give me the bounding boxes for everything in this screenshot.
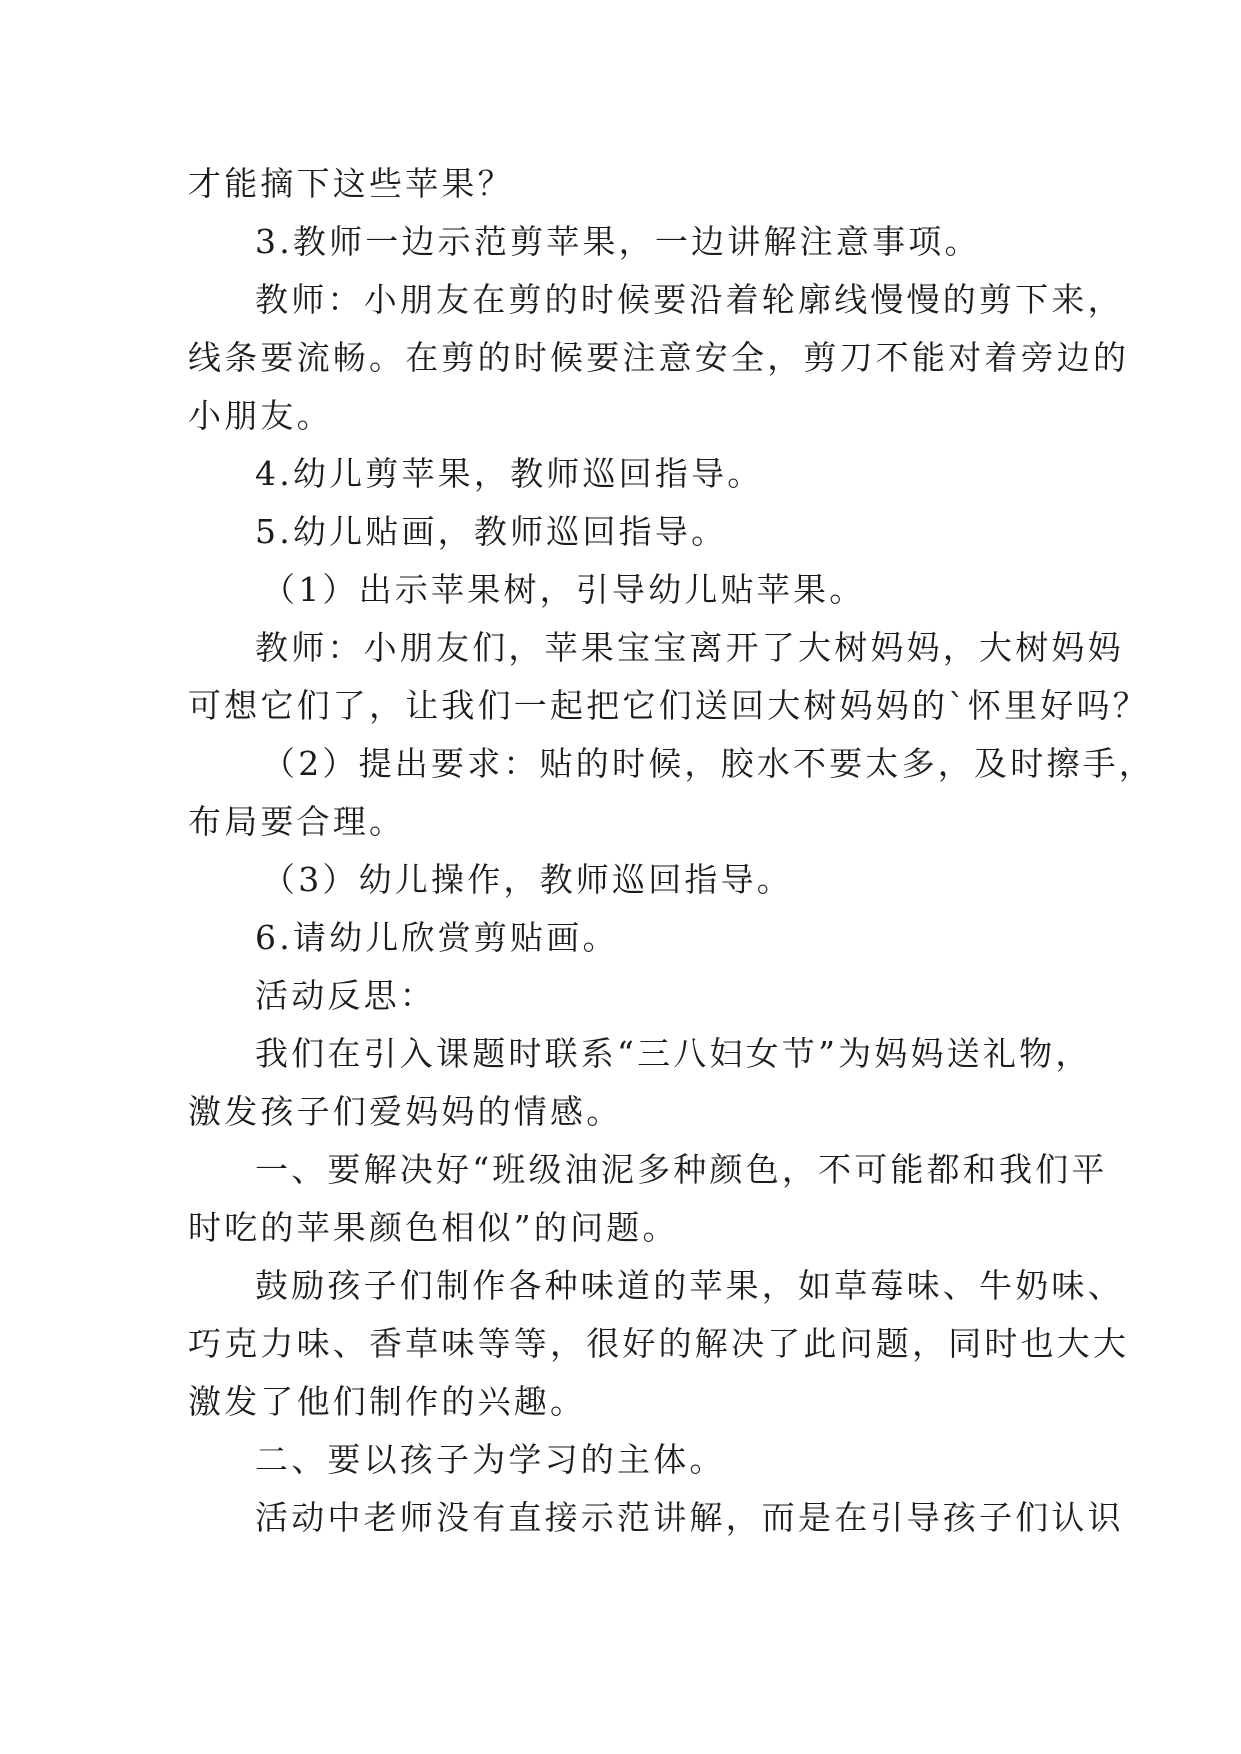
text-line: 激发孩子们爱妈妈的情感。 — [188, 1092, 623, 1131]
text-line: 时吃的苹果颜色相似”的问题。 — [188, 1208, 679, 1247]
text-line: 3.教师一边示范剪苹果，一边讲解注意事项。 — [255, 222, 981, 261]
text-line: （2）提出要求：贴的时候，胶水不要太多，及时擦手， — [262, 744, 1155, 783]
text-line: 活动中老师没有直接示范讲解，而是在引导孩子们认识 — [255, 1498, 1124, 1537]
text-line: 4.幼儿剪苹果，教师巡回指导。 — [255, 454, 764, 493]
text-line: （3）幼儿操作，教师巡回指导。 — [262, 860, 793, 899]
text-line: 活动反思： — [255, 976, 436, 1015]
text-line: （1）出示苹果树，引导幼儿贴苹果。 — [262, 570, 866, 609]
text-line: 教师：小朋友们，苹果宝宝离开了大树妈妈，大树妈妈 — [255, 628, 1124, 667]
text-line: 巧克力味、香草味等等，很好的解决了此问题，同时也大大 — [188, 1324, 1130, 1363]
text-line: 我们在引入课题时联系“三八妇女节”为妈妈送礼物， — [255, 1034, 1092, 1073]
text-line: 才能摘下这些苹果？ — [188, 164, 514, 203]
text-line: 线条要流畅。在剪的时候要注意安全，剪刀不能对着旁边的 — [188, 338, 1130, 377]
text-line: 一、要解决好“班级油泥多种颜色，不可能都和我们平 — [255, 1150, 1108, 1189]
text-line: 6.请幼儿欣赏剪贴画。 — [255, 918, 619, 957]
text-line: 可想它们了，让我们一起把它们送回大树妈妈的`怀里好吗？ — [188, 686, 1149, 725]
text-line: 鼓励孩子们制作各种味道的苹果，如草莓味、牛奶味、 — [255, 1266, 1124, 1305]
text-line: 小朋友。 — [188, 396, 333, 435]
text-line: 5.幼儿贴画，教师巡回指导。 — [255, 512, 728, 551]
text-line: 二、要以孩子为学习的主体。 — [255, 1440, 726, 1479]
text-line: 布局要合理。 — [188, 802, 406, 841]
text-line: 教师：小朋友在剪的时候要沿着轮廓线慢慢的剪下来， — [255, 280, 1124, 319]
text-line: 激发了他们制作的兴趣。 — [188, 1382, 587, 1421]
